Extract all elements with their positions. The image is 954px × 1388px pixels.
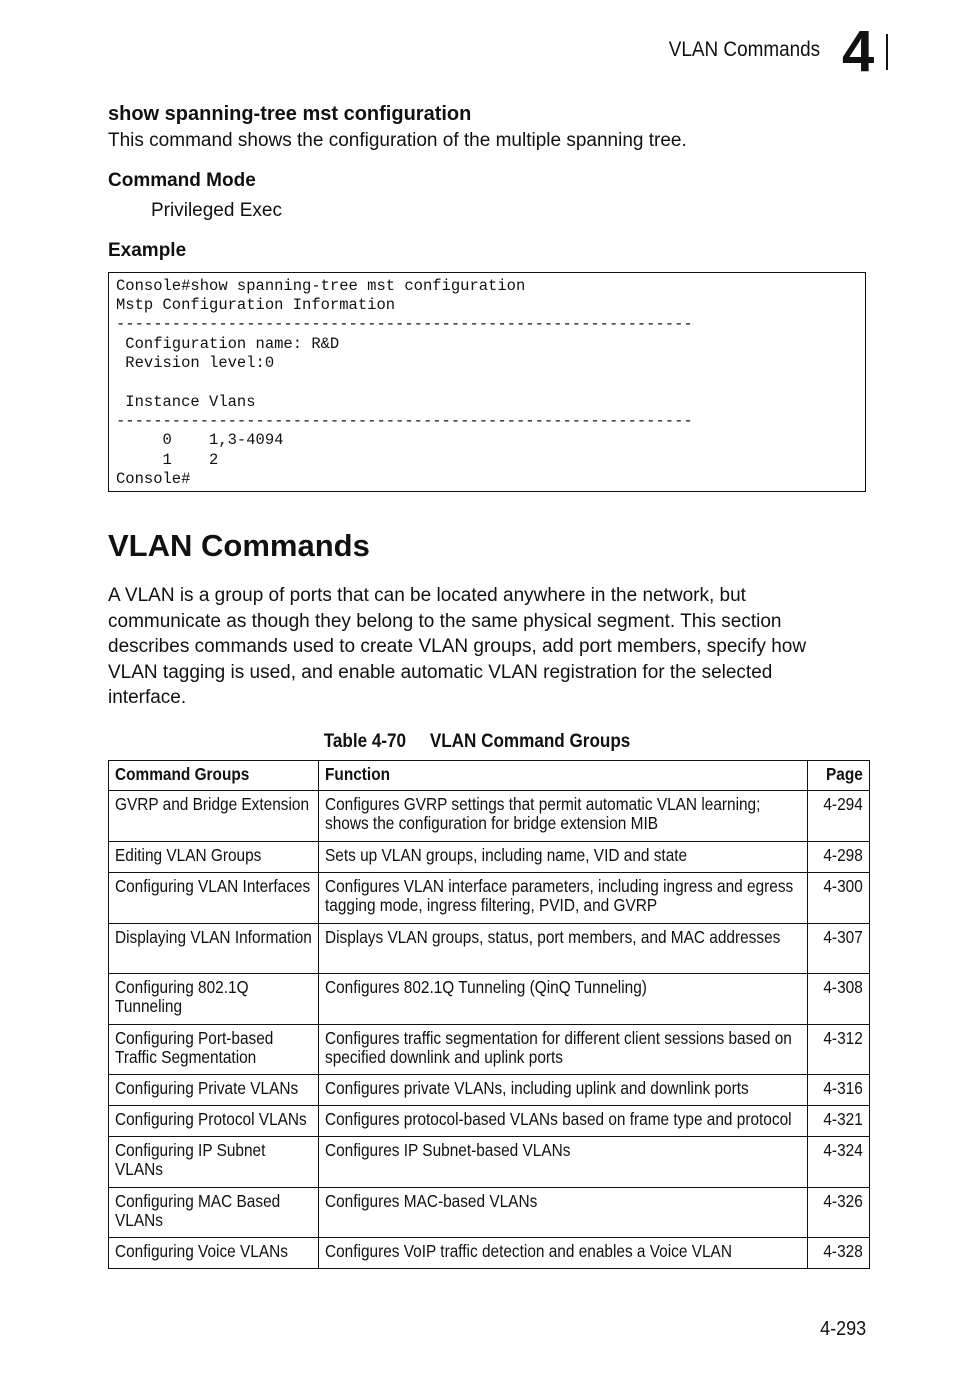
- code-line: Revision level:0: [116, 354, 275, 372]
- code-line: Console#: [116, 470, 191, 488]
- cell-page: 4-294: [808, 791, 870, 842]
- code-line: 1 2: [116, 451, 219, 469]
- table-row: [109, 1137, 870, 1188]
- chapter-number: 4: [842, 19, 873, 84]
- table-row: [109, 1025, 870, 1075]
- cell-page: 4-307: [808, 924, 870, 974]
- cell-command-group: Configuring Voice VLANs: [109, 1238, 319, 1269]
- cell-function: Configures VLAN interface parameters, including ingress and egress tagging mode, ingress filtering, PVID, and GVRP: [319, 873, 808, 924]
- cell-command-group: Configuring Private VLANs: [109, 1075, 319, 1106]
- command-description: This command shows the configuration of the multiple spanning tree.: [108, 130, 687, 151]
- code-line: 0 1,3-4094: [116, 431, 284, 449]
- table-row: [109, 1106, 870, 1137]
- code-line: Console#show spanning-tree mst configuration: [116, 277, 526, 295]
- chapter-rule: [886, 34, 888, 70]
- cell-function: Displays VLAN groups, status, port members, and MAC addresses: [319, 924, 808, 974]
- column-header-page: Page: [808, 761, 870, 791]
- code-line: Instance Vlans: [116, 393, 256, 411]
- table-row: [109, 1188, 870, 1238]
- cell-command-group: Configuring Protocol VLANs: [109, 1106, 319, 1137]
- cell-function: Configures 802.1Q Tunneling (QinQ Tunneling): [319, 974, 808, 1025]
- cell-page: 4-300: [808, 873, 870, 924]
- cell-page: 4-308: [808, 974, 870, 1025]
- code-line: --------------------------------------------------------------: [116, 315, 693, 333]
- table-row: [109, 924, 870, 974]
- code-line: Configuration name: R&D: [116, 335, 340, 353]
- cell-function: Configures traffic segmentation for different client sessions based on specified downlink and uplink ports: [319, 1025, 808, 1075]
- intro-line: interface.: [108, 687, 187, 708]
- cell-page: 4-321: [808, 1106, 870, 1137]
- table-caption-title: VLAN Command Groups: [429, 731, 631, 752]
- table-caption: [48, 731, 907, 753]
- cell-page: 4-312: [808, 1025, 870, 1075]
- command-title: show spanning-tree mst configuration: [108, 103, 472, 125]
- column-header-function: Function: [319, 761, 808, 791]
- cell-command-group: Configuring VLAN Interfaces: [109, 873, 319, 924]
- table-row: [109, 842, 870, 873]
- vlan-command-groups-table: [108, 760, 870, 1269]
- table-caption-number: Table 4-70: [323, 731, 407, 752]
- table-header-row: [109, 761, 870, 791]
- example-code-box: [108, 272, 866, 492]
- code-line: --------------------------------------------------------------: [116, 412, 693, 430]
- cell-function: Configures private VLANs, including uplink and downlink ports: [319, 1075, 808, 1106]
- table-row: [109, 791, 870, 842]
- cell-function: Configures IP Subnet-based VLANs: [319, 1137, 808, 1188]
- cell-page: 4-316: [808, 1075, 870, 1106]
- cell-command-group: GVRP and Bridge Extension: [109, 791, 319, 842]
- cell-page: 4-324: [808, 1137, 870, 1188]
- table-row: [109, 1238, 870, 1269]
- intro-line: VLAN tagging is used, and enable automatic VLAN registration for the selected: [108, 662, 773, 683]
- cell-function: Configures protocol-based VLANs based on frame type and protocol: [319, 1106, 808, 1137]
- cell-command-group: Editing VLAN Groups: [109, 842, 319, 873]
- table-row: [109, 1075, 870, 1106]
- cell-function: Configures VoIP traffic detection and enables a Voice VLAN: [319, 1238, 808, 1269]
- cell-page: 4-328: [808, 1238, 870, 1269]
- section-title: VLAN Commands: [108, 528, 370, 563]
- cell-page: 4-326: [808, 1188, 870, 1238]
- cell-command-group: Configuring 802.1Q Tunneling: [109, 974, 319, 1025]
- command-mode-value: Privileged Exec: [151, 200, 282, 221]
- running-header-title: VLAN Commands: [668, 38, 820, 61]
- code-line: Mstp Configuration Information: [116, 296, 396, 314]
- cell-function: Configures GVRP settings that permit automatic VLAN learning; shows the configuration for bridge extension MIB: [319, 791, 808, 842]
- intro-line: communicate as though they belong to the same physical segment. This section: [108, 611, 782, 632]
- example-heading: Example: [108, 240, 187, 261]
- cell-command-group: Configuring IP Subnet VLANs: [109, 1137, 319, 1188]
- table-row: [109, 873, 870, 924]
- intro-line: A VLAN is a group of ports that can be located anywhere in the network, but: [108, 585, 746, 606]
- intro-line: describes commands used to create VLAN groups, add port members, specify how: [108, 636, 807, 657]
- cell-command-group: Configuring Port-based Traffic Segmentation: [109, 1025, 319, 1075]
- command-mode-heading: Command Mode: [108, 170, 256, 191]
- cell-function: Configures MAC-based VLANs: [319, 1188, 808, 1238]
- column-header-command-groups: Command Groups: [109, 761, 319, 791]
- cell-command-group: Configuring MAC Based VLANs: [109, 1188, 319, 1238]
- table-row: [109, 974, 870, 1025]
- cell-command-group: Displaying VLAN Information: [109, 924, 319, 974]
- cell-function: Sets up VLAN groups, including name, VID and state: [319, 842, 808, 873]
- cell-page: 4-298: [808, 842, 870, 873]
- page-number: 4-293: [819, 1318, 866, 1340]
